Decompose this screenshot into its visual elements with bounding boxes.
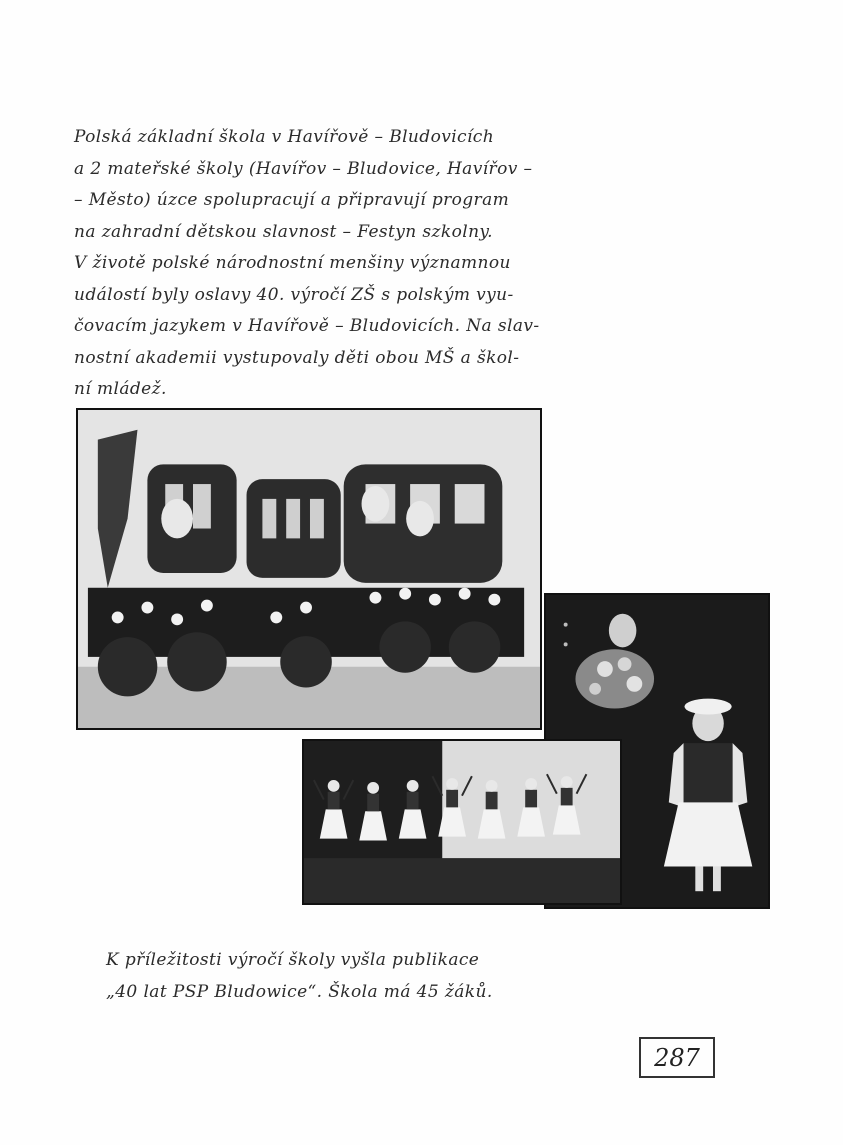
photo-dance-group-image [304, 741, 620, 903]
paragraph-line: – Město) úzce spolupracují a připravují program [74, 190, 510, 210]
paragraph-line: na zahradní dětskou slavnost – Festyn szkolny. [74, 221, 493, 242]
photo-train-costumes-image [78, 410, 540, 728]
paragraph-line: Polská základní škola v Havířově – Bludovicích [74, 127, 495, 147]
handwritten-paragraph [74, 122, 554, 406]
paragraph-line: událostí byly oslavy 40. výročí ZŠ s polským vyu- [74, 284, 514, 305]
paragraph-line: nostní akademii vystupovaly děti obou MŠ a škol- [74, 347, 520, 368]
photo-train-costumes [76, 408, 542, 730]
paragraph-line: čovacím jazykem v Havířově – Bludovicích. Na slav- [74, 316, 540, 336]
page-number: 287 [639, 1037, 715, 1078]
paragraph-line: a 2 mateřské školy (Havířov – Bludovice, Havířov – [74, 158, 533, 179]
caption-line: „40 lat PSP Bludowice“. Škola má 45 žáků. [106, 981, 493, 1002]
photo-dance-group [302, 739, 622, 905]
caption-line: K příležitosti výročí školy vyšla publikace [106, 950, 480, 970]
paragraph-line: V životě polské národnostní menšiny významnou [74, 253, 511, 273]
paragraph-line: ní mládež. [74, 379, 167, 399]
handwritten-caption [106, 945, 586, 1008]
